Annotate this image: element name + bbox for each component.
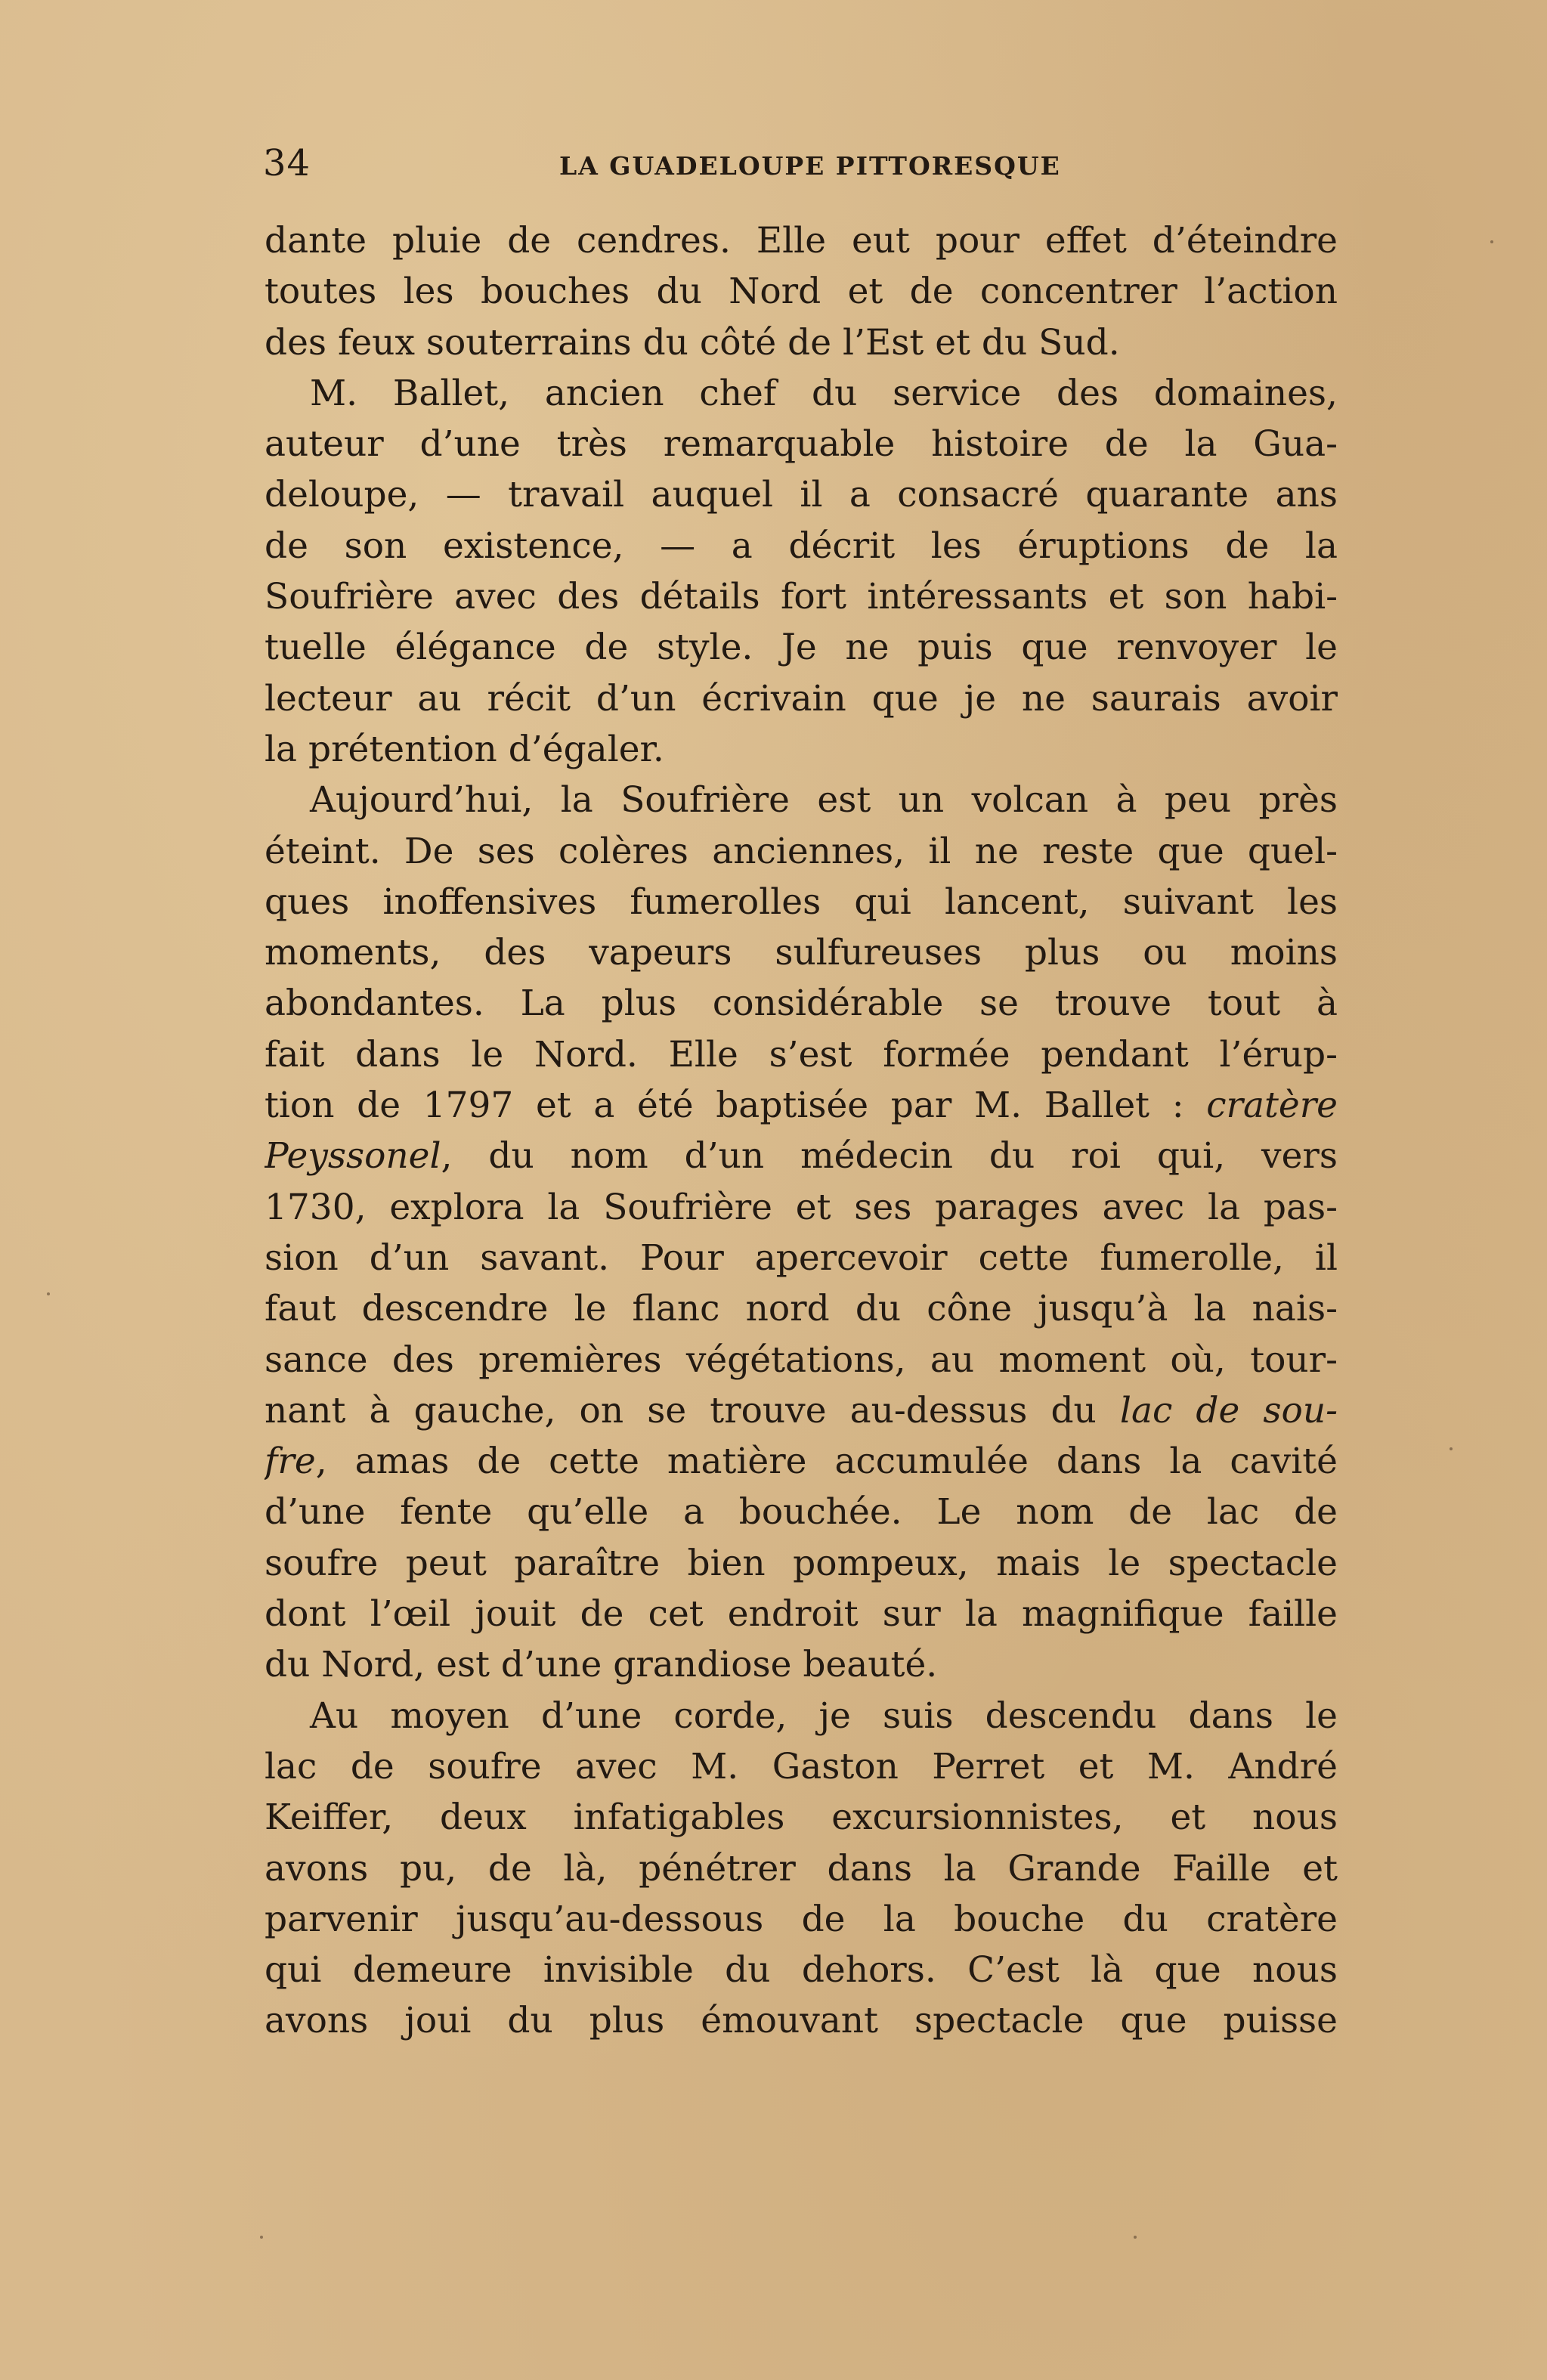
paper-speck <box>1134 2236 1137 2239</box>
text-line: lac de soufre avec M. Gaston Perret et M. André <box>265 1745 1338 1787</box>
text-line: toutes les bouches du Nord et de concentrer l’action <box>265 271 1338 313</box>
text-line: parvenir jusqu’au-dessous de la bouche du cratère <box>265 1898 1338 1940</box>
text-line: des feux souterrains du côté de l’Est et du Sud. <box>265 321 1120 364</box>
text-line: soufre peut paraître bien pompeux, mais le spectacle <box>265 1542 1338 1584</box>
text-line: ques inoffensives fumerolles qui lancent, suivant les <box>265 881 1338 923</box>
text-line: Keiffer, deux infatigables excursionnistes, et nous <box>265 1797 1338 1839</box>
text-line <box>265 1385 1338 1436</box>
text-segment: , amas de cette matière accumulée dans la cavité <box>315 1441 1338 1483</box>
text-line: dante pluie de cendres. Elle eut pour effet d’éteindre <box>265 220 1338 262</box>
italic-term: lac de sou- <box>1119 1389 1338 1431</box>
italic-term: fre <box>265 1441 316 1483</box>
text-line <box>265 1436 1338 1487</box>
text-line: 1730, explora la Soufrière et ses parages avec la pas- <box>265 1186 1338 1228</box>
text-line: avons pu, de là, pénétrer dans la Grande Faille et <box>265 1847 1338 1889</box>
italic-term: Peyssonel <box>265 1135 441 1178</box>
italic-term: cratère <box>1206 1085 1338 1127</box>
page-header <box>263 142 1341 187</box>
text-line: dont l’œil jouit de cet endroit sur la magnifique faille <box>265 1593 1338 1636</box>
text-line: fait dans le Nord. Elle s’est formée pendant l’érup- <box>265 1033 1338 1075</box>
paper-speck <box>47 1292 50 1295</box>
text-segment: nant à gauche, on se trouve au-dessus du <box>265 1389 1097 1431</box>
text-line: du Nord, est d’une grandiose beauté. <box>265 1644 938 1686</box>
text-line: deloupe, — travail auquel il a consacré quarante ans <box>265 474 1338 516</box>
text-line: faut descendre le flanc nord du cône jusqu’à la nais- <box>265 1288 1338 1330</box>
text-line: abondantes. La plus considérable se trouve tout à <box>265 983 1338 1025</box>
paper-speck <box>260 2236 263 2239</box>
body-text <box>265 215 1338 2047</box>
text-line: lecteur au récit d’un écrivain que je ne saurais avoir <box>265 677 1338 720</box>
text-line: Soufrière avec des détails fort intéressants et son habi- <box>265 576 1338 618</box>
paper-speck <box>1450 1447 1453 1450</box>
text-line: la prétention d’égaler. <box>265 728 664 770</box>
text-line: éteint. De ses colères anciennes, il ne reste que quel- <box>265 830 1338 872</box>
text-line: d’une fente qu’elle a bouchée. Le nom de lac de <box>265 1491 1338 1534</box>
text-line: de son existence, — a décrit les éruptions de la <box>265 525 1338 567</box>
text-line: avons joui du plus émouvant spectacle que puisse <box>265 2000 1338 2042</box>
page-number: 34 <box>263 142 311 184</box>
text-line: auteur d’une très remarquable histoire de la Gua- <box>265 423 1338 466</box>
text-line: Au moyen d’une corde, je suis descendu dans le <box>310 1694 1338 1737</box>
text-line <box>265 1080 1338 1131</box>
text-segment: , du nom d’un médecin du roi qui, vers <box>441 1135 1338 1178</box>
running-head: LA GUADELOUPE PITTORESQUE <box>559 151 1061 181</box>
text-line: sance des premières végétations, au moment où, tour- <box>265 1339 1338 1381</box>
text-line: moments, des vapeurs sulfureuses plus ou moins <box>265 932 1338 974</box>
text-line: tuelle élégance de style. Je ne puis que renvoyer le <box>265 627 1338 669</box>
text-line: sion d’un savant. Pour apercevoir cette fumerolle, il <box>265 1236 1338 1279</box>
paper-speck <box>1490 240 1493 243</box>
text-line <box>265 1131 1338 1181</box>
text-line: qui demeure invisible du dehors. C’est là que nous <box>265 1949 1338 1992</box>
text-line: M. Ballet, ancien chef du service des domaines, <box>310 372 1338 414</box>
text-segment: tion de 1797 et a été baptisée par M. Ballet : <box>265 1085 1184 1127</box>
text-line: Aujourd’hui, la Soufrière est un volcan à peu près <box>310 779 1338 822</box>
